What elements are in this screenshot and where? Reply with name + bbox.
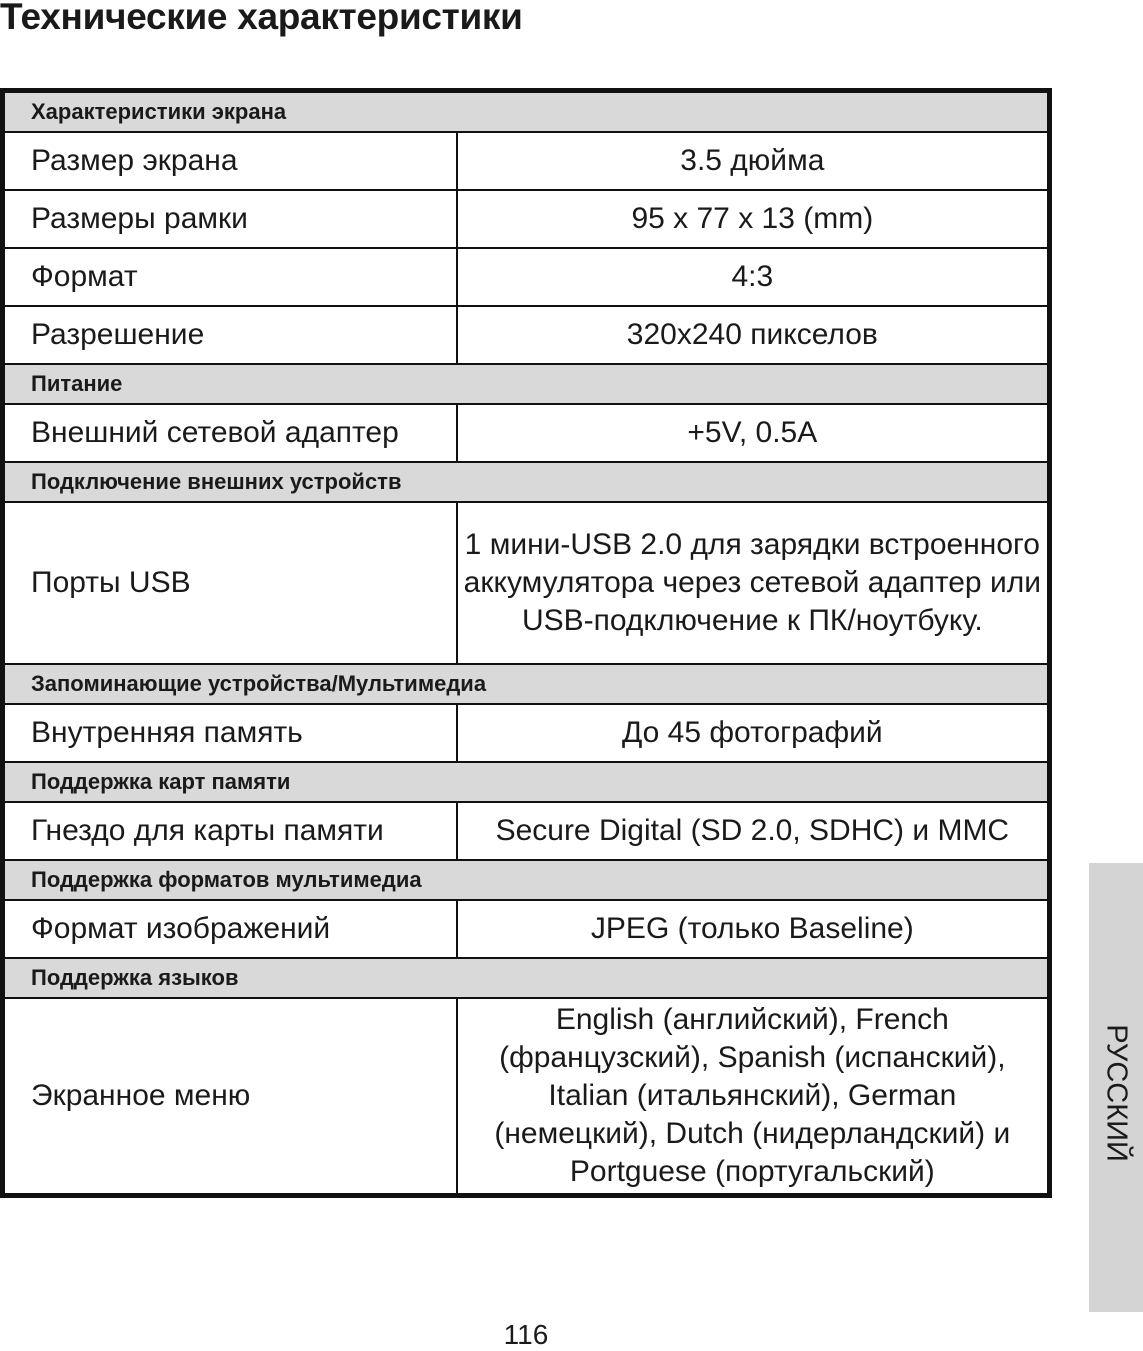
section-header-row	[3, 364, 1050, 404]
table-row	[3, 998, 1050, 1196]
section-heading-storage: Запоминающие устройства/Мультимедиа	[3, 664, 1050, 704]
specifications-table	[0, 88, 1052, 1198]
spec-label: Экранное меню	[3, 998, 457, 1196]
spec-label: Размеры рамки	[3, 190, 457, 248]
spec-value: До 45 фотографий	[457, 704, 1050, 762]
page-number: 116	[503, 1319, 549, 1350]
section-header-row	[3, 91, 1050, 133]
spec-label: Внешний сетевой адаптер	[3, 404, 457, 462]
spec-label: Формат изображений	[3, 900, 457, 958]
section-header-row	[3, 958, 1050, 998]
section-header-row	[3, 762, 1050, 802]
spec-value: 4:3	[457, 248, 1050, 306]
table-row	[3, 404, 1050, 462]
spec-label: Разрешение	[3, 306, 457, 364]
language-tab-label: РУССКИЙ	[1100, 1024, 1133, 1162]
language-side-tab	[1089, 863, 1143, 1312]
spec-value: 3.5 дюйма	[457, 132, 1050, 190]
spec-label: Порты USB	[3, 502, 457, 664]
spec-value: JPEG (только Baseline)	[457, 900, 1050, 958]
spec-value: 1 мини-USB 2.0 для зарядки встроенного аккумулятора через сетевой адаптер или USB-подключение к ПК/ноутбуку.	[457, 502, 1050, 664]
section-heading-memory-cards: Поддержка карт памяти	[3, 762, 1050, 802]
section-heading-screen: Характеристики экрана	[3, 91, 1050, 133]
table-row	[3, 132, 1050, 190]
table-row	[3, 190, 1050, 248]
section-heading-media-formats: Поддержка форматов мультимедиа	[3, 860, 1050, 900]
spec-label: Внутренняя память	[3, 704, 457, 762]
table-row	[3, 802, 1050, 860]
section-heading-connectivity: Подключение внешних устройств	[3, 462, 1050, 502]
spec-value: English (английский), French (французский), Spanish (испанский), Italian (итальянский), German (немецкий), Dutch (нидерландский) и Portguese (португальский)	[457, 998, 1050, 1196]
table-row	[3, 704, 1050, 762]
table-row	[3, 248, 1050, 306]
section-heading-power: Питание	[3, 364, 1050, 404]
section-header-row	[3, 860, 1050, 900]
section-header-row	[3, 664, 1050, 704]
spec-label: Размер экрана	[3, 132, 457, 190]
table-row	[3, 502, 1050, 664]
page-title: Технические характеристики	[0, 0, 523, 37]
spec-label: Формат	[3, 248, 457, 306]
table-row	[3, 306, 1050, 364]
table-row	[3, 900, 1050, 958]
spec-value: 320x240 пикселов	[457, 306, 1050, 364]
spec-label: Гнездо для карты памяти	[3, 802, 457, 860]
spec-value: Secure Digital (SD 2.0, SDHC) и MMC	[457, 802, 1050, 860]
spec-value: 95 x 77 x 13 (mm)	[457, 190, 1050, 248]
section-heading-languages: Поддержка языков	[3, 958, 1050, 998]
section-header-row	[3, 462, 1050, 502]
spec-value: +5V, 0.5A	[457, 404, 1050, 462]
